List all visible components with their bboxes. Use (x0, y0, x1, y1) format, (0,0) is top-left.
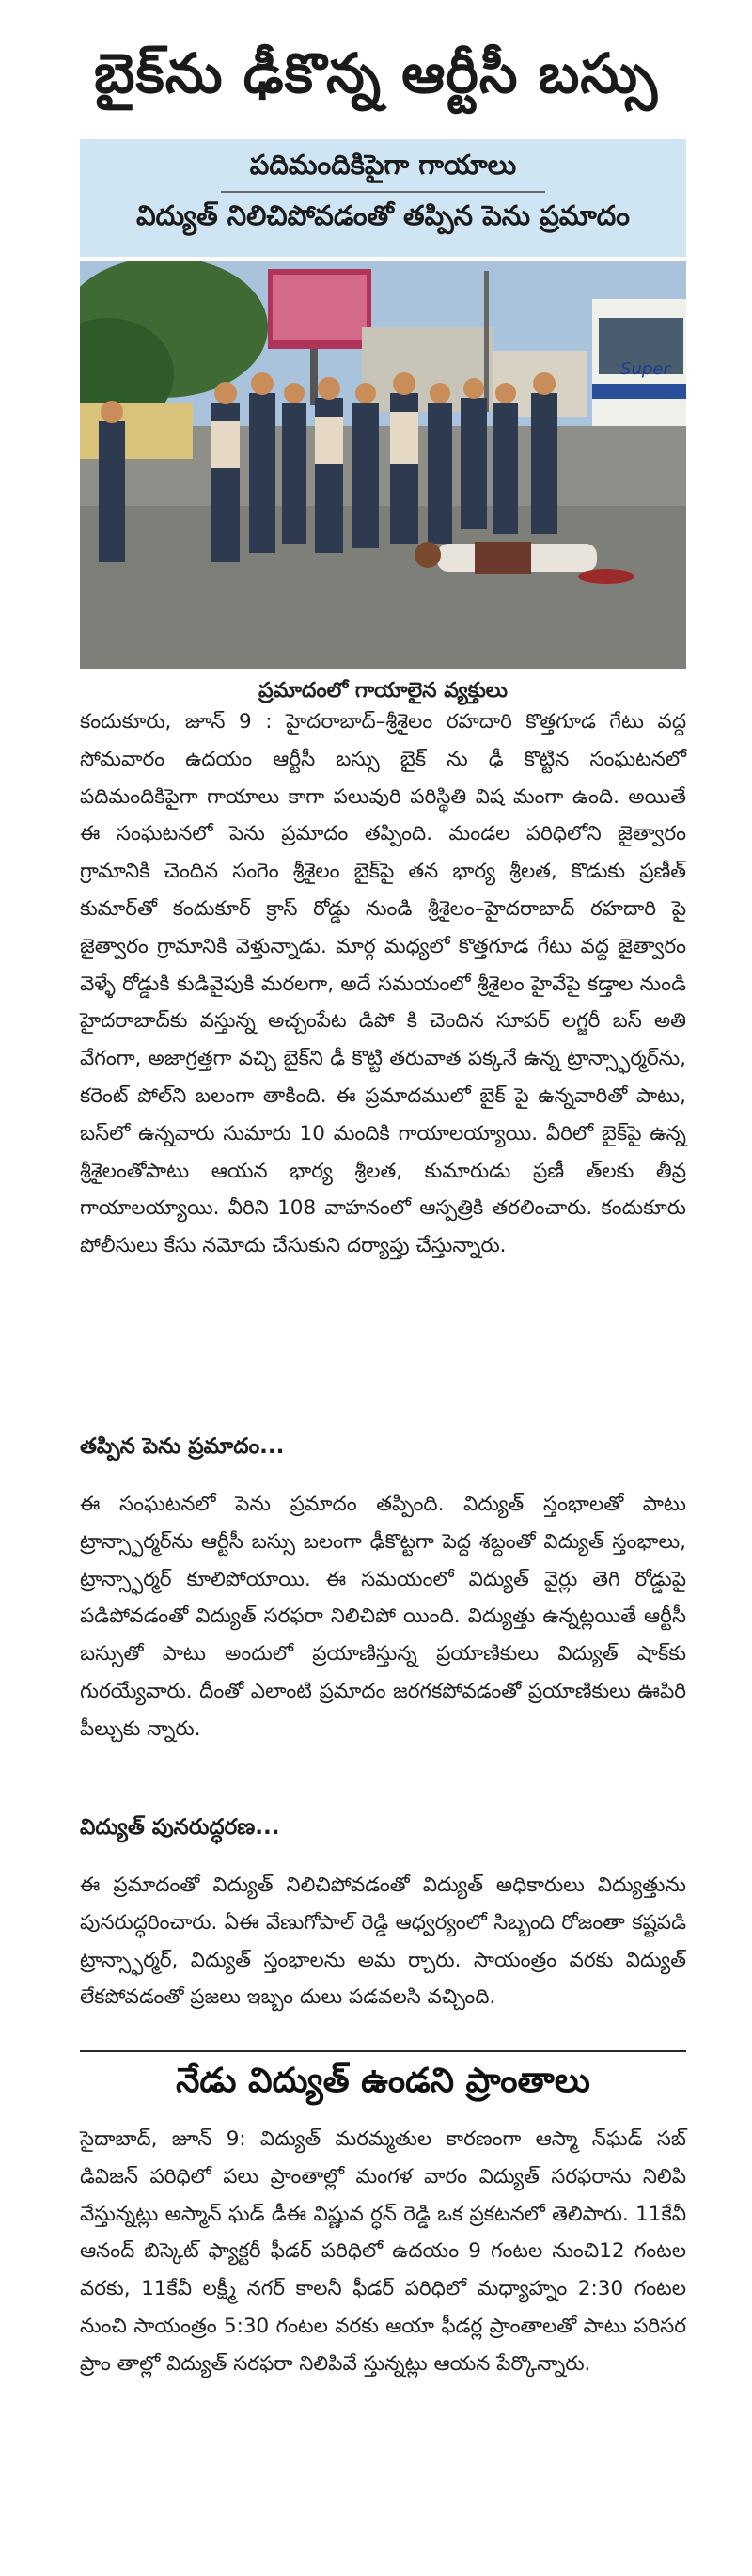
accident-scene-illustration (80, 261, 686, 669)
photo-caption: ప్రమాదంలో గాయాలైన వ్యక్తులు (258, 679, 509, 703)
article-paragraph-2: ఈ సంఘటనలో పెను ప్రమాదం తప్పింది. విద్యుత్ స్తంభాలతో పాటు ట్రాన్స్ఫార్మర్‌ను ఆర్టీసీ బస్సు బలంగా ఢీకొట్టగా పెద్ద శబ్దంతో విద్యుత్ స్తంభాలు, ట్రాన్స్ఫార్మర్ కూలిపోయాయి. ఈ సమయంలో విద్యుత్ వైర్లు తెగి రోడ్డుపై పడిపోవడంతో విద్యుత్ సరఫరా నిలిచిపో యింది. విద్యుత్తు ఉన్నట్లయితే ఆర్టీసీ బస్సుతో పాటు అందులో ప్రయాణిస్తున్న ప్రయాణికులు విద్యుత్ షాక్‌కు గురయ్యేవారు. దీంతో ఎలాంటి ప్రమాదం జరగకపోవడంతో ప్రయాణికులు ఊపిరి పీల్చుకు న్నారు. (80, 1493, 686, 1741)
article-paragraph-1: కందుకూరు, జూన్ 9 : హైదరాబాద్–శ్రీశైలం రహదారి కొత్తగూడ గేటు వద్ద సోమవారం ఉదయం ఆర్టీసీ బస్సు బైక్ ను ఢీ కొట్టిన సంఘటనలో పదిమందికిపైగా గాయాలు కాగా పలువురి పరిస్థితి విష మంగా ఉంది. అయితే ఈ సంఘటనలో పెను ప్రమాదం తప్పింది. మండల పరిధిలోని జైత్వారం గ్రామానికి చెందిన సంగెం శ్రీశైలం బైక్‌పై తన భార్య శ్రీలత, కొడుకు ప్రణీత్ కుమార్‌తో కందుకూర్ క్రాస్ రోడ్డు నుండి శ్రీశైలం–హైదరాబాద్ రహదారి పై జైత్వారం గ్రామానికి వెళ్తున్నాడు. మార్గ మధ్యలో కొత్తగూడ గేటు వద్ద జైత్వారం వెళ్ళే రోడ్డుకి కుడివైపుకి మరలగా, అదే సమయంలో శ్రీశైలం హైవేపై కడ్తాల నుండి హైదరాబాద్‌కు వస్తున్న అచ్చంపేట డిపో కి చెందిన సూపర్ లగ్జరీ బస్ అతి వేగంగా, అజాగ్రత్తగా వచ్చి బైక్‌ని ఢీ కొట్టి తరువాత పక్కనే ఉన్న ట్రాన్స్ఫార్మర్‌ను, కరెంట్ పోల్‌ని బలంగా తాకింది. ఈ ప్రమాదములో బైక్ పై ఉన్నవారితో పాటు, బస్‌లో ఉన్నవారు సుమారు 10 మందికి గాయాలయ్యాయి. వీరిలో బైక్‌పై ఉన్న శ్రీశైలంతోపాటు ఆయన భార్య శ్రీలత, కుమారుడు ప్రణీ త్‌లకు తీవ్ర గాయాలయ్యాయి. వీరిని 108 వాహనంలో ఆస్పత్రికి తరలించారు. కందుకూరు పోలీసులు కేసు నమోదు చేసుకుని దర్యాప్తు చేస్తున్నారు. (80, 710, 686, 1258)
main-headline: బైక్‌ను ఢీకొన్న ఆర్టీసీ బస్సు (94, 41, 658, 105)
subheadline-2: విద్యుత్ నిలిచిపోవడంతో తప్పిన పెను ప్రమాదం (136, 199, 630, 231)
bus-label: Super (620, 359, 670, 379)
subheadline-1: పదిమందికిపైగా గాయాలు (249, 149, 517, 181)
article-subhead-2: విద్యుత్ పునరుద్ధరణ... (80, 1815, 280, 1840)
subheadline-box (80, 139, 686, 257)
second-story-headline: నేడు విద్యుత్ ఉండని ప్రాంతాలు (176, 2062, 590, 2100)
second-story-paragraph: సైదాబాద్, జూన్ 9: విద్యుత్ మరమ్మతుల కారణంగా ఆస్మా న్‌ఘడ్ సబ్ డివిజన్ పరిధిలో పలు ప్రాంతాల్లో మంగళ వారం విద్యుత్ సరఫరాను నిలిపి వేస్తున్నట్లు అస్మాన్ ఘడ్ డీఈ విష్ణువ ర్ధన్ రెడ్డి ఒక ప్రకటనలో తెలిపారు. 11కేవీ ఆనంద్ బిస్కెట్ ఫ్యాక్టరీ ఫీడర్ పరిధిలో ఉదయం 9 గంటల నుంచి12 గంటల వరకు, 11కేవీ లక్ష్మీ నగర్ కాలనీ ఫీడర్ పరిధిలో మధ్యాహ్నం 2:30 గంటల నుంచి సాయంత్రం 5:30 గంటల వరకు ఆయా ఫీడర్ల ప్రాంతాలతో పాటు పరిసర ప్రాం తాల్లో విద్యుత్ సరఫరా నిలిపివే స్తున్నట్లు ఆయన పేర్కొన్నారు. (80, 2127, 686, 2376)
story-divider (80, 2050, 686, 2052)
article-paragraph-3: ఈ ప్రమాదంతో విద్యుత్ నిలిచిపోవడంతో విద్యుత్ అధికారులు విద్యుత్తును పునరుద్ధరించారు. ఏఈ వేణుగోపాల్ రెడ్డి ఆధ్వర్యంలో సిబ్బంది రోజంతా కష్టపడి ట్రాన్స్ఫార్మర్, విద్యుత్ స్తంభాలను అమ ర్చారు. సాయంత్రం వరకు విద్యుత్ లేకపోవడంతో ప్రజలు ఇబ్బం దులు పడవలసి వచ్చింది. (80, 1873, 686, 2010)
accident-photo (80, 261, 686, 669)
subheadline-divider (221, 191, 545, 193)
article-subhead-1: తప్పిన పెను ప్రమాదం... (80, 1434, 285, 1459)
